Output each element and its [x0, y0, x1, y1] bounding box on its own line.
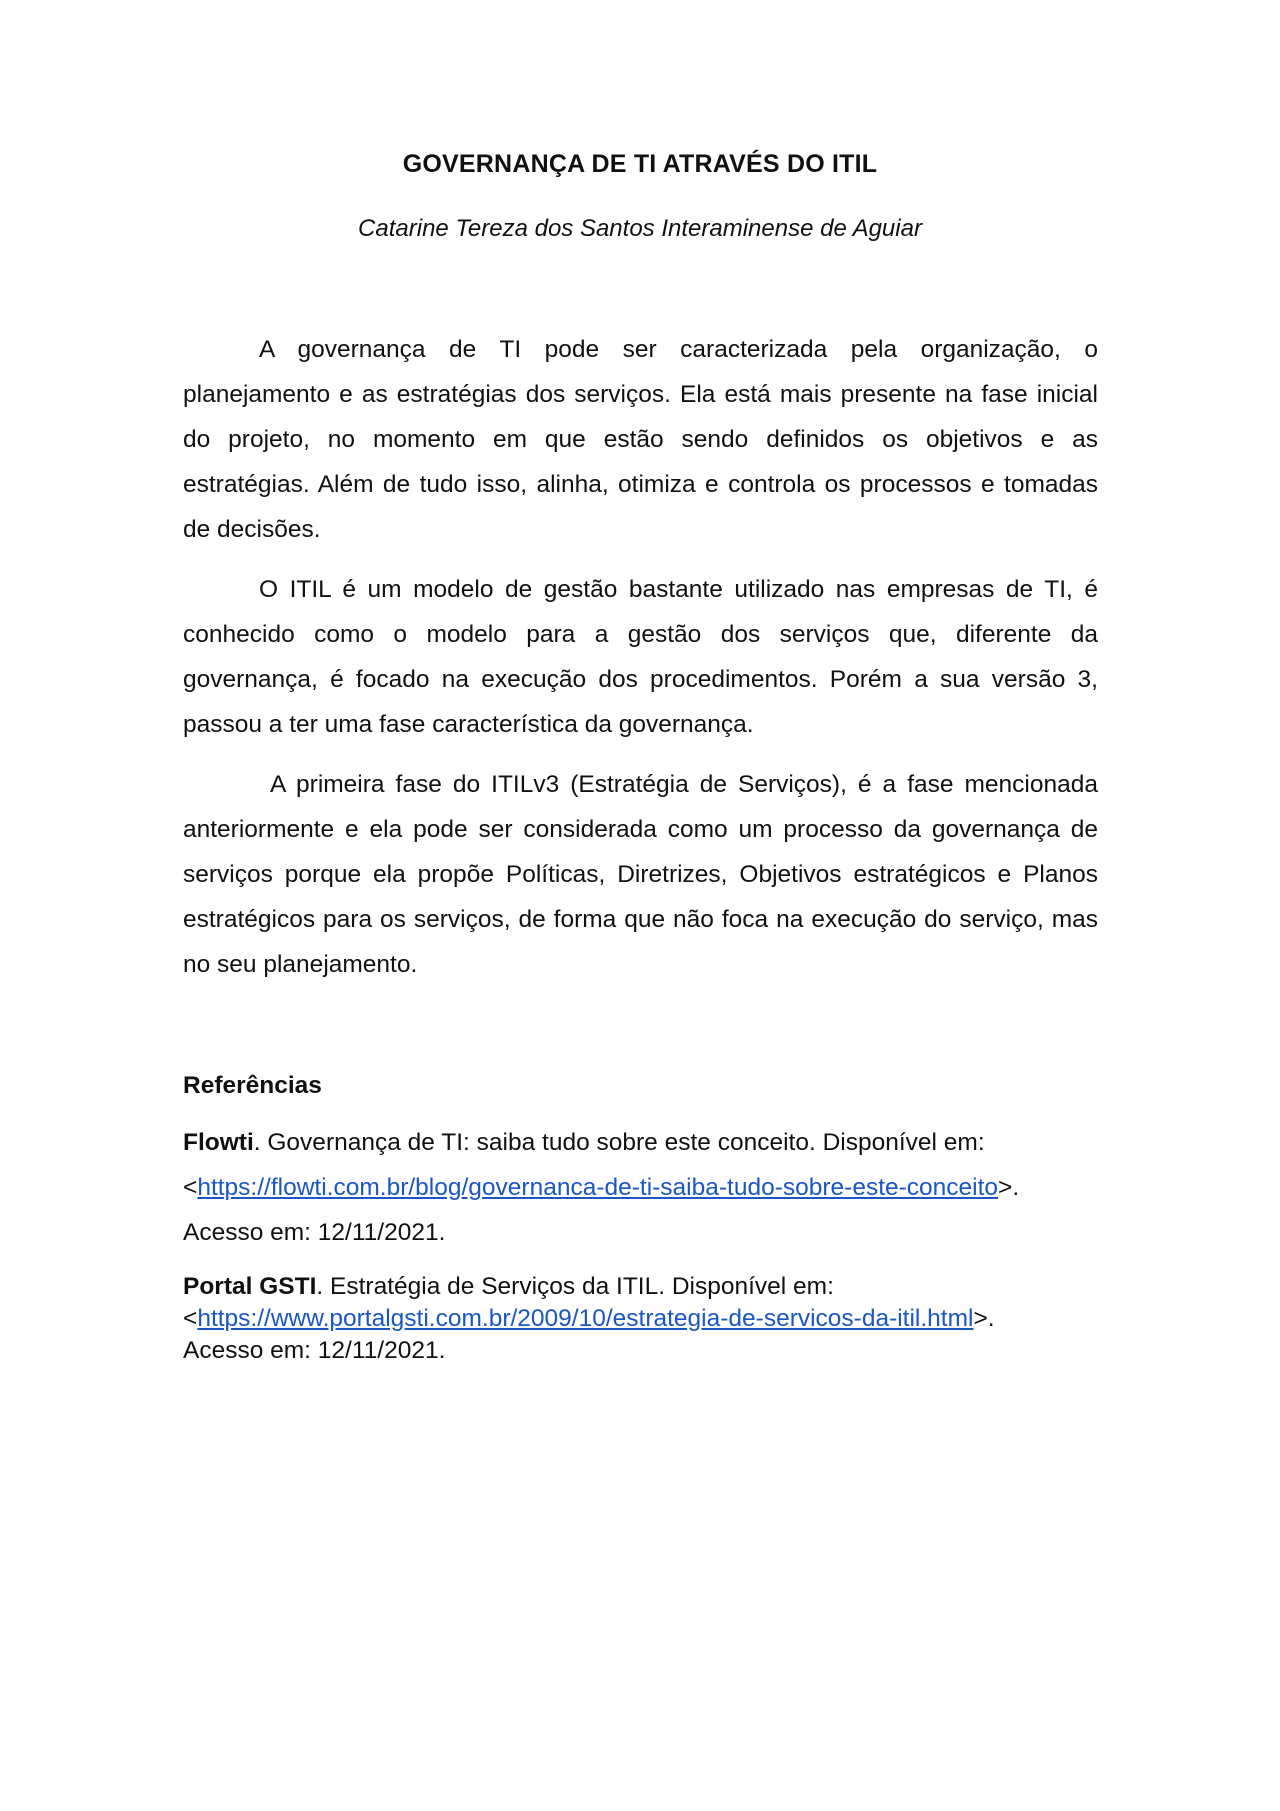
- paragraph-3: A primeira fase do ITILv3 (Estratégia de Serviços), é a fase mencionada anteriormente e ela pode ser considerada como um processo da governança de serviços porque ela propõe Políticas, Diretrizes, Objetivos estratégicos e Planos estratégicos para os serviços, de forma que não foca na execução do serviço, mas no seu planejamento.: [183, 771, 1105, 978]
- document-author: Catarine Tereza dos Santos Interaminense de Aguiar: [358, 215, 922, 242]
- references-section: [183, 1071, 1103, 1367]
- reference-open-bracket: <: [183, 1174, 198, 1201]
- references-heading: Referências: [183, 1072, 322, 1099]
- reference-open-bracket: <: [183, 1305, 198, 1332]
- reference-source: Flowti: [183, 1129, 254, 1156]
- document-body: [183, 327, 1105, 1002]
- reference-access-date: Acesso em: 12/11/2021.: [183, 1337, 446, 1364]
- reference-close-bracket: >.: [998, 1174, 1020, 1201]
- reference-source: Portal GSTI: [183, 1273, 317, 1300]
- reference-access-date: Acesso em: 12/11/2021.: [183, 1219, 446, 1246]
- reference-description: . Governança de TI: saiba tudo sobre este conceito. Disponível em:: [253, 1129, 985, 1156]
- reference-close-bracket: >.: [973, 1305, 995, 1332]
- paragraph-1: A governança de TI pode ser caracterizada pela organização, o planejamento e as estratégias dos serviços. Ela está mais presente na fase inicial do projeto, no momento em que estão sendo definidos os objetivos e as estratégias. Além de tudo isso, alinha, otimiza e controla os processos e tomadas de decisões.: [183, 336, 1098, 543]
- reference-item-portal-gsti: [183, 1271, 1103, 1367]
- paragraph-2: O ITIL é um modelo de gestão bastante utilizado nas empresas de TI, é conhecido como o modelo para a gestão dos serviços que, diferente da governança, é focado na execução dos procedimentos. Porém a sua versão 3, passou a ter uma fase característica da governança.: [183, 576, 1098, 738]
- reference-link[interactable]: https://flowti.com.br/blog/governanca-de-ti-saiba-tudo-sobre-este-conceito: [197, 1174, 999, 1201]
- reference-description: . Estratégia de Serviços da ITIL. Disponível em:: [316, 1273, 834, 1300]
- reference-item-flowti: [183, 1120, 1103, 1255]
- reference-link[interactable]: https://www.portalgsti.com.br/2009/10/estrategia-de-servicos-da-itil.html: [197, 1305, 974, 1332]
- document-title: GOVERNANÇA DE TI ATRAVÉS DO ITIL: [402, 150, 878, 178]
